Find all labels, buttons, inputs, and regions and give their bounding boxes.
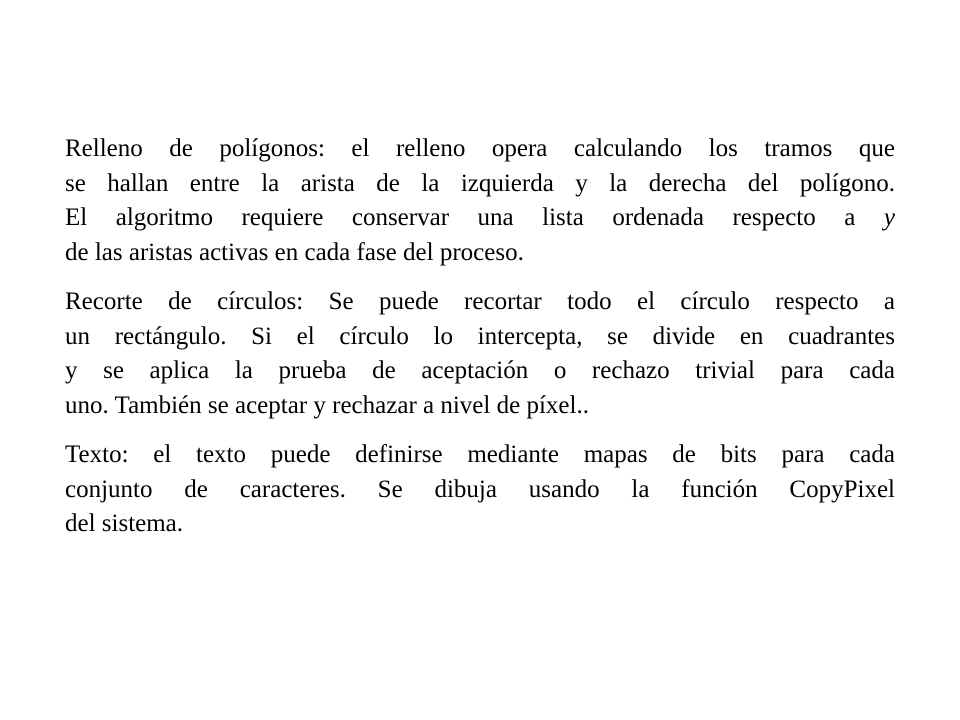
text-line: uno. También se aceptar y rechazar a nivel de píxel..: [65, 391, 589, 419]
paragraph-polygon-fill: [65, 132, 895, 270]
text-line: se hallan entre la arista de la izquierda y la derecha del polígono.: [65, 169, 895, 197]
text-line: un rectángulo. Si el círculo lo intercepta, se divide en cuadrantes: [65, 322, 895, 350]
variable-y: y: [883, 204, 896, 231]
text-line: Texto: el texto puede definirse mediante mapas de bits para cada: [65, 441, 895, 468]
paragraph-circle-clipping: [65, 285, 895, 423]
text-line: de las aristas activas en cada fase del proceso.: [65, 238, 524, 266]
text-line: y se aplica la prueba de aceptación o rechazo trivial para cada: [65, 357, 895, 384]
text-line: El algoritmo requiere conservar una lista ordenada respecto a: [65, 204, 856, 231]
paragraph-text-rendering: [65, 438, 895, 542]
text-line: del sistema.: [65, 510, 184, 537]
text-line: conjunto de caracteres. Se dibuja usando la función CopyPixel: [65, 475, 895, 503]
text-line: Recorte de círculos: Se puede recortar todo el círculo respecto a: [65, 288, 895, 315]
slide-body: [65, 132, 895, 557]
text-line: Relleno de polígonos: el relleno opera calculando los tramos que: [65, 135, 895, 162]
text-line-with-variable: [65, 201, 895, 236]
